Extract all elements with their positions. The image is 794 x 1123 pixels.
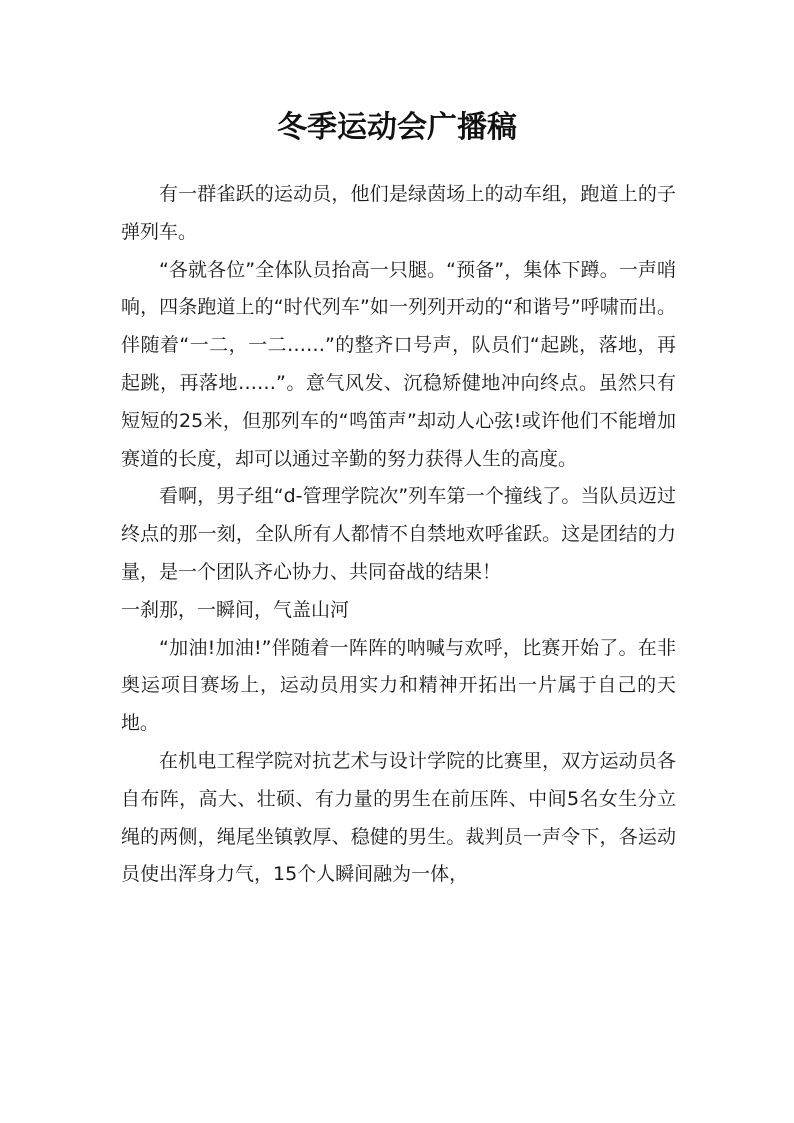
- paragraph-intro: 有一群雀跃的运动员，他们是绿茵场上的动车组，跑道上的子弹列车。: [121, 183, 676, 243]
- paragraph-short-line: 一刹那，一瞬间，气盖山河: [121, 598, 350, 621]
- paragraph-finish-line: 看啊，男子组“d-管理学院次”列车第一个撞线了。当队员迈过终点的那一刻，全队所有人都情不自禁地欢呼雀跃。这是团结的力量，是一个团队齐心协力、共同奋战的结果！: [121, 485, 676, 583]
- document-title: 冬季运动会广播稿: [277, 110, 517, 145]
- document-body: [121, 176, 676, 894]
- paragraph-cheering: “加油!加油!”伴随着一阵阵的呐喊与欢呼，比赛开始了。在非奥运项目赛场上，运动员用实力和精神开拓出一片属于自己的天地。: [121, 636, 676, 735]
- paragraph-start-race: “各就各位”全体队员抬高一只腿。“预备”，集体下蹲。一声哨响，四条跑道上的“时代列车”如一列列开动的“和谐号”呼啸而出。伴随着“一二，一二……”的整齐口号声，队员们“起跳，落地，再起跳，再落地……”。意气风发、沉稳矫健地冲向终点。虽然只有短短的25米，但那列车的“鸣笛声”却动人心弦!或许他们不能增加赛道的长度，却可以通过辛勤的努力获得人生的高度。: [121, 258, 676, 470]
- paragraph-tug-of-war: 在机电工程学院对抗艺术与设计学院的比赛里，双方运动员各自布阵，高大、壮硕、有力量的男生在前压阵、中间5名女生分立绳的两侧，绳尾坐镇敦厚、稳健的男生。裁判员一声令下，各运动员使出浑身力气，15个人瞬间融为一体，: [121, 749, 676, 886]
